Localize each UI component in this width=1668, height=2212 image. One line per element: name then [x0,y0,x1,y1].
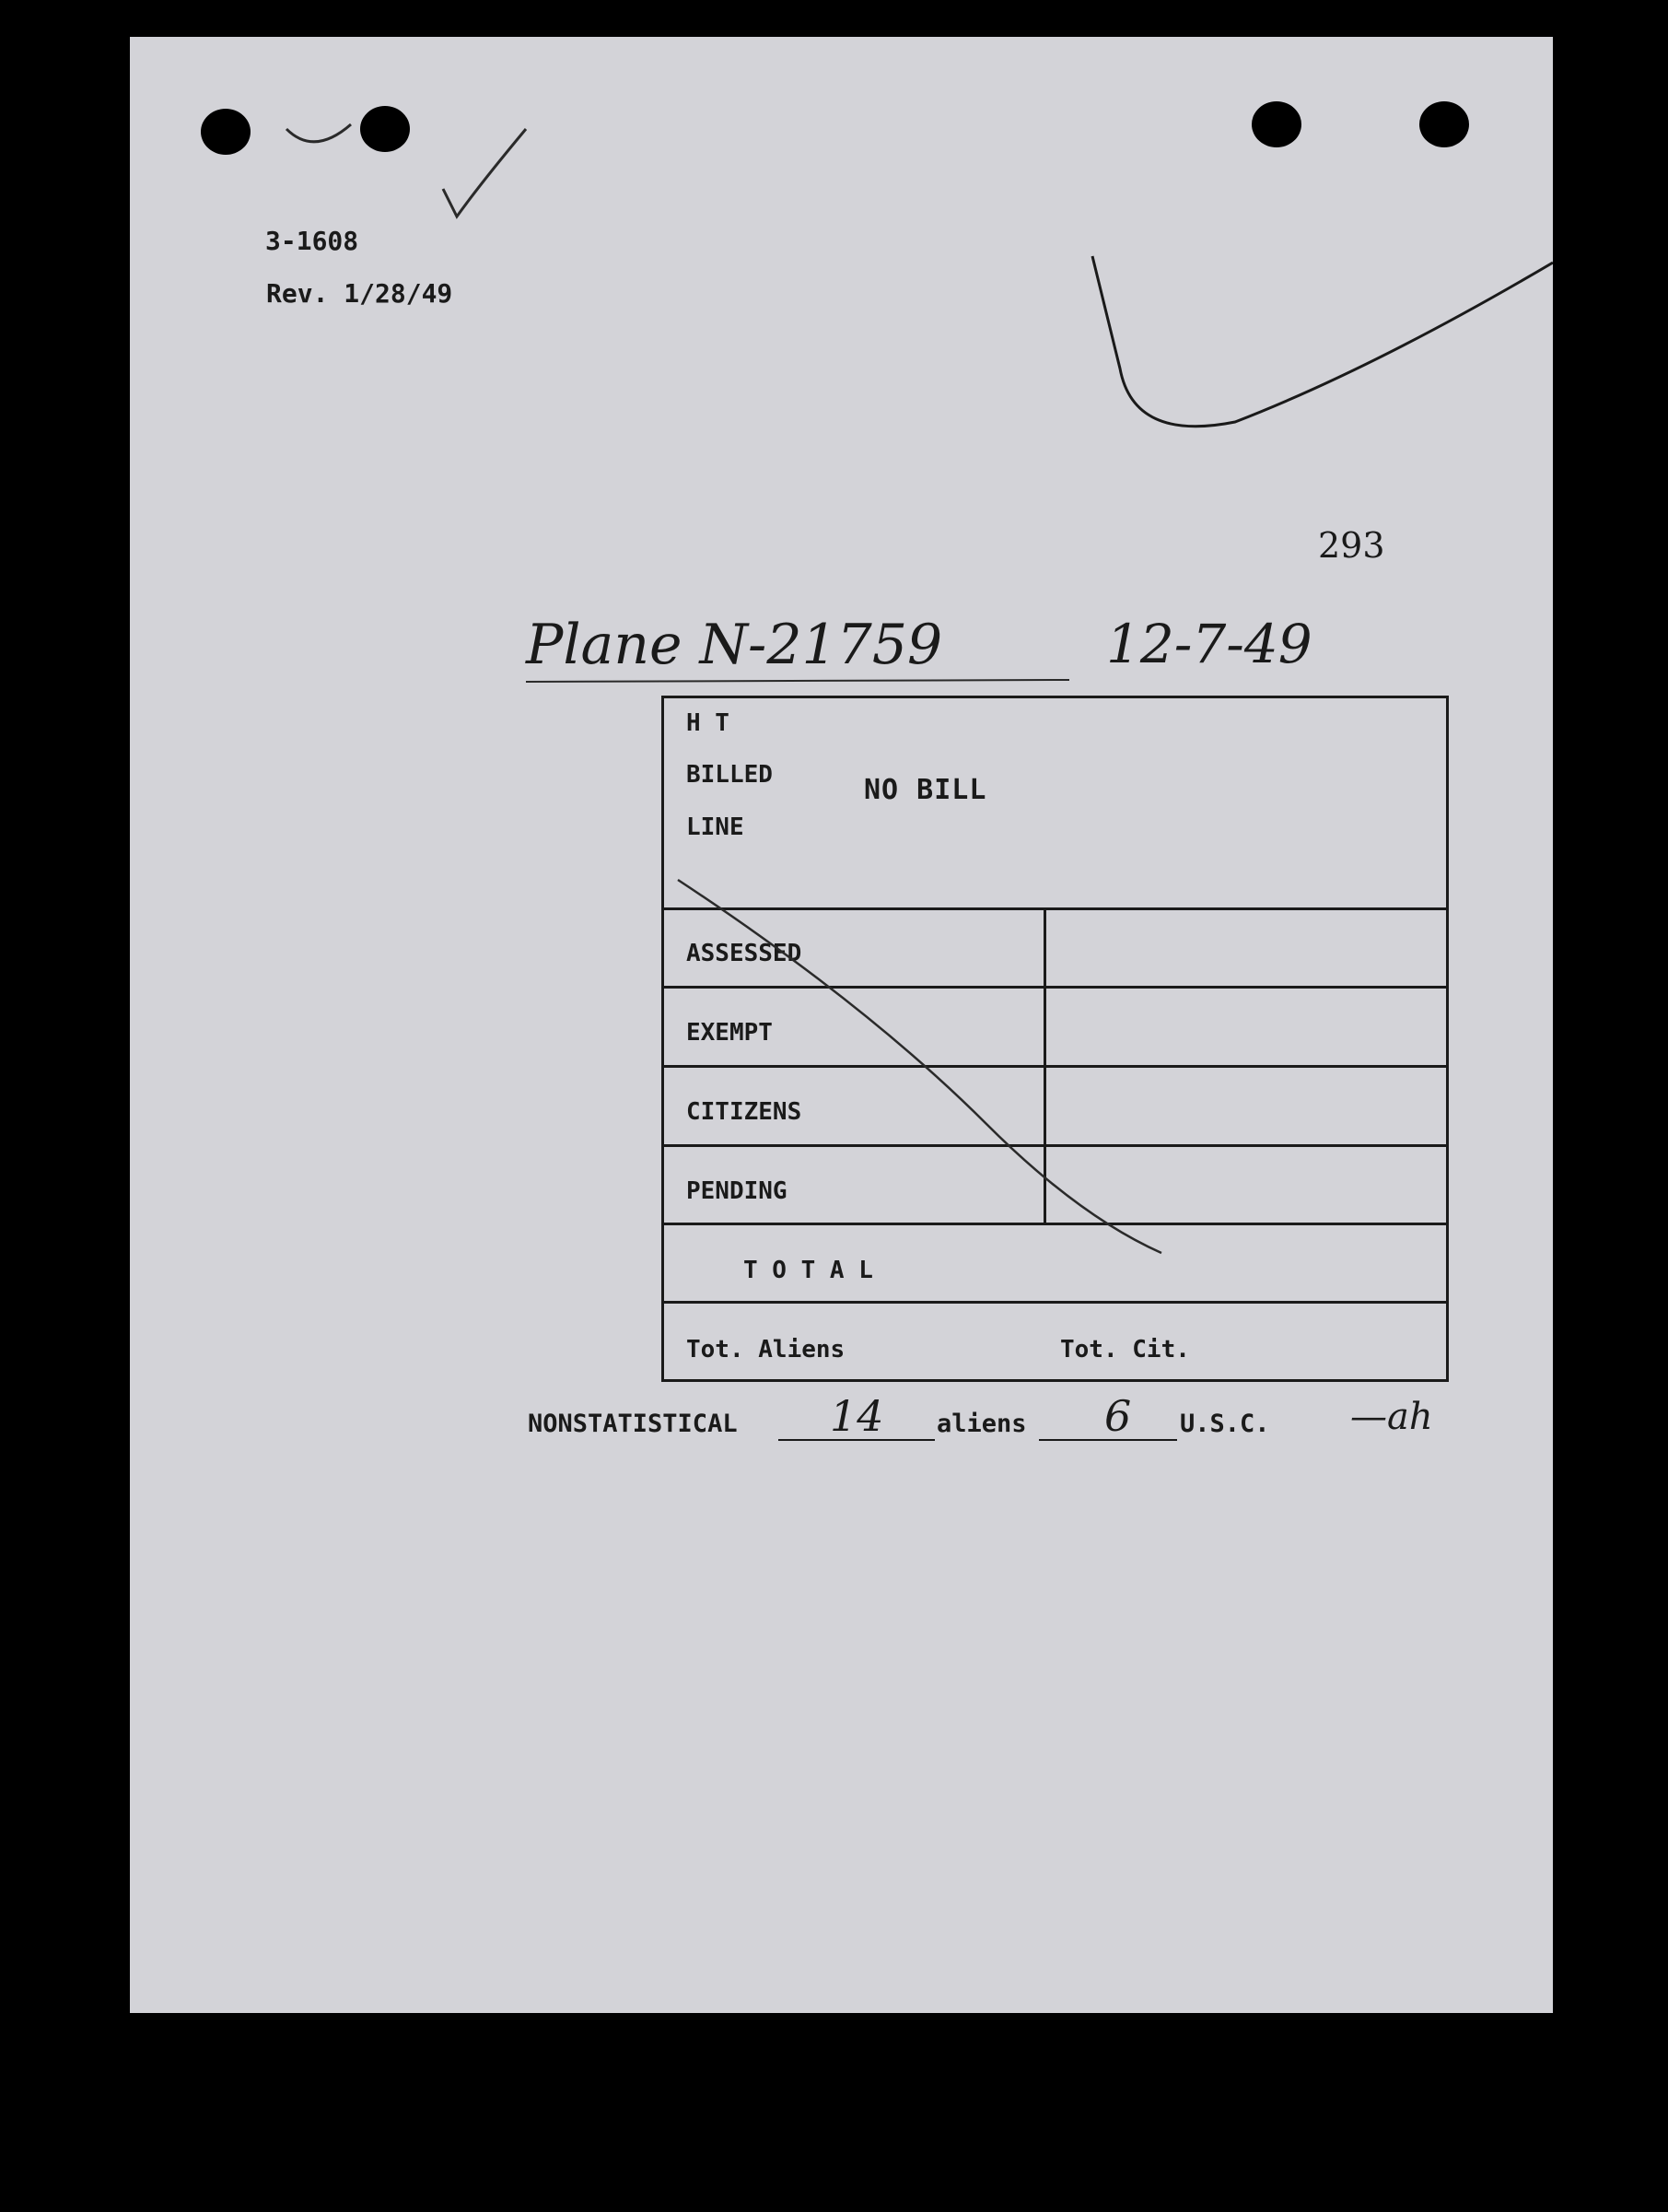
handwritten-date: 12-7-49 [1106,613,1312,675]
check-mark-1 [286,124,351,142]
form-number: 3-1608 [265,226,359,256]
label-ht: H T [686,709,729,737]
row-pending: PENDING [686,1177,787,1205]
check-mark-2 [443,129,526,217]
pen-marks [130,37,1553,2013]
strike-through-line [678,880,1161,1253]
handwritten-aliens-count: 14 [830,1391,884,1441]
label-nonstatistical: NONSTATISTICAL [528,1410,738,1438]
label-tot-cit: Tot. Cit. [1060,1336,1190,1363]
document-page [130,37,1553,2013]
label-aliens: aliens [937,1410,1027,1438]
handwritten-initials: —ah [1350,1396,1433,1438]
row-assessed: ASSESSED [686,940,802,967]
label-usc: U.S.C. [1180,1410,1270,1438]
handwritten-plane: Plane N-21759 [526,613,943,677]
row-citizens: CITIZENS [686,1098,802,1126]
large-check-mark [1092,256,1553,427]
label-line: LINE [686,813,744,841]
form-revision: Rev. 1/28/49 [266,278,453,309]
handwritten-usc-count: 6 [1104,1391,1132,1441]
label-tot-aliens: Tot. Aliens [686,1336,846,1363]
plane-underline [526,680,1069,682]
label-billed: BILLED [686,761,773,789]
page-number: 293 [1318,525,1385,566]
row-total: T O T A L [743,1257,873,1284]
stamp-no-bill: NO BILL [864,774,987,806]
row-exempt: EXEMPT [686,1019,773,1047]
